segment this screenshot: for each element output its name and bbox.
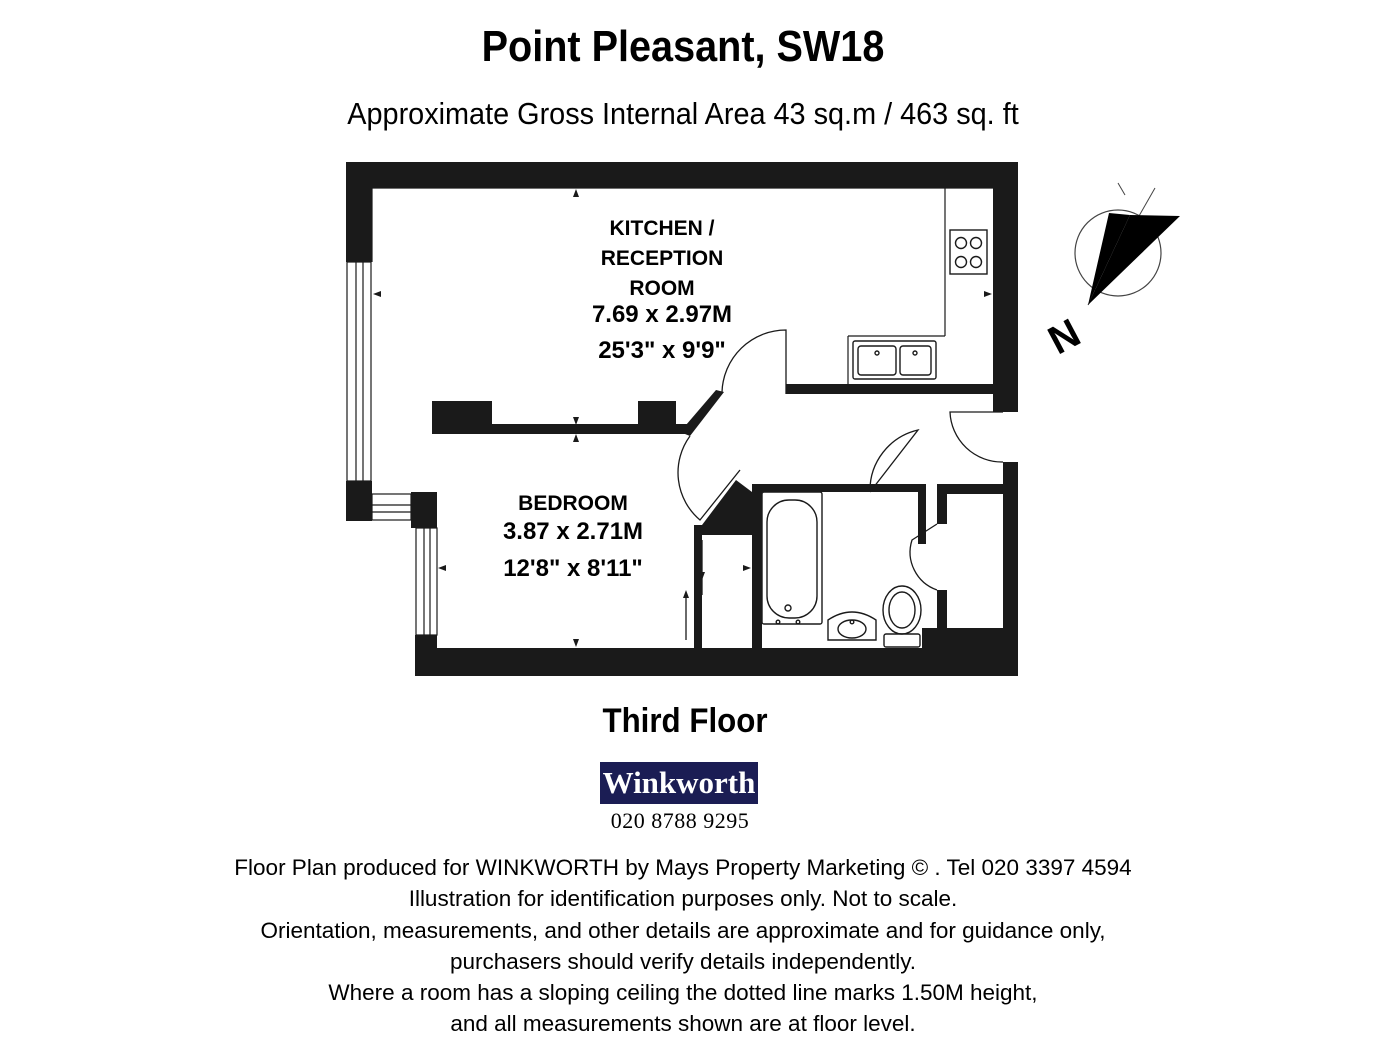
hob-icon	[950, 230, 987, 274]
plan-title: Point Pleasant, SW18	[481, 22, 885, 71]
disclaimer-line: Illustration for identification purposes only. Not to scale.	[408, 886, 958, 912]
toilet-icon	[883, 586, 921, 647]
disclaimer	[0, 852, 1366, 1040]
compass-icon	[1075, 183, 1180, 305]
basin-icon	[828, 612, 876, 640]
corner-window	[372, 494, 411, 520]
room-imperial-dimensions: 12'8" x 8'11"	[503, 555, 643, 582]
disclaimer-line: Floor Plan produced for WINKWORTH by Mays Property Marketing © . Tel 020 3397 4594	[234, 855, 1132, 880]
disclaimer-line: Orientation, measurements, and other details are approximate and for guidance only,	[260, 917, 1106, 943]
bath-icon	[762, 492, 822, 624]
disclaimer-line: Where a room has a sloping ceiling the dotted line marks 1.50M height,	[328, 980, 1038, 1006]
room-label-kitchen-reception	[580, 214, 744, 366]
room-name-line: BEDROOM	[518, 492, 628, 515]
disclaimer-line: and all measurements shown are at floor level.	[450, 1011, 916, 1037]
brand-logo: Winkworth	[600, 762, 758, 804]
room-metric-dimensions: 3.87 x 2.71M	[502, 518, 644, 545]
sink-icon	[853, 341, 936, 379]
room-imperial-dimensions: 25'3" x 9'9"	[598, 337, 726, 364]
disclaimer-line: purchasers should verify details independently.	[449, 948, 917, 974]
room-name-line: ROOM	[629, 277, 695, 300]
room-name-line: KITCHEN /	[609, 217, 715, 240]
brand-phone: 020 8788 9295	[610, 808, 750, 833]
area-subtitle: Approximate Gross Internal Area 43 sq.m / 463 sq. ft	[347, 96, 1019, 131]
hallway-wall	[680, 390, 724, 436]
bedroom-window	[416, 528, 437, 635]
room-label-bedroom	[488, 490, 658, 584]
floor-label: Third Floor	[602, 702, 768, 740]
compass-label: N	[1041, 310, 1088, 364]
kitchen-window	[347, 262, 371, 481]
room-metric-dimensions: 7.69 x 2.97M	[591, 301, 733, 328]
room-name-line: RECEPTION	[600, 247, 724, 270]
